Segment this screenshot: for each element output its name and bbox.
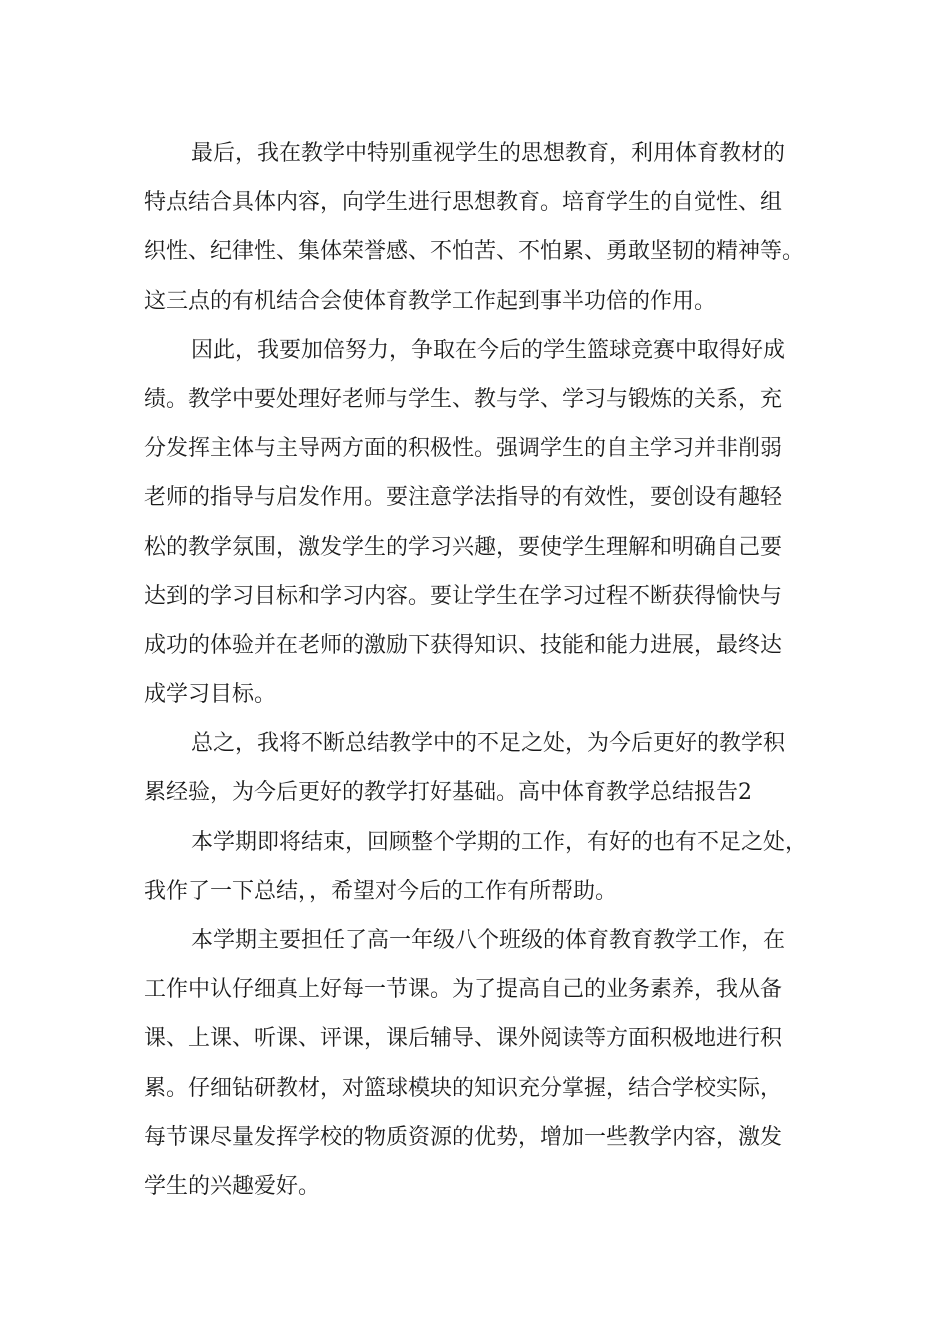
text-line: 最后，我在教学中特别重视学生的思想教育，利用体育教材的 bbox=[191, 141, 786, 166]
text-line: 松的教学氛围，激发学生的学习兴趣，要使学生理解和明确自己要 bbox=[144, 534, 783, 560]
text-line: 总之，我将不断总结教学中的不足之处，为今后更好的教学积 bbox=[191, 731, 786, 757]
text-line: 织性、纪律性、集体荣誉感、不怕苦、不怕累、勇敢坚韧的精神等。 bbox=[144, 239, 805, 265]
text-line: 本学期即将结束，回顾整个学期的工作，有好的也有不足之处， bbox=[191, 829, 808, 855]
text-line: 达到的学习目标和学习内容。要让学生在学习过程不断获得愉快与 bbox=[144, 583, 783, 609]
text-line: 学生的兴趣爱好。 bbox=[144, 1173, 321, 1199]
text-line: 这三点的有机结合会使体育教学工作起到事半功倍的作用。 bbox=[144, 288, 717, 314]
text-line: 成功的体验并在老师的激励下获得知识、技能和能力进展，最终达 bbox=[144, 632, 783, 658]
text-line: 成学习目标。 bbox=[144, 682, 277, 708]
text-line: 每节课尽量发挥学校的物质资源的优势，增加一些教学内容，激发 bbox=[144, 1124, 783, 1150]
text-line: 本学期主要担任了高一年级八个班级的体育教育教学工作，在 bbox=[191, 928, 786, 953]
text-line: 课、上课、听课、评课，课后辅导、课外阅读等方面积极地进行积 bbox=[144, 1026, 783, 1052]
text-line: 特点结合具体内容，向学生进行思想教育。培育学生的自觉性、组 bbox=[144, 190, 783, 216]
text-line: 工作中认仔细真上好每一节课。为了提高自己的业务素养，我从备 bbox=[144, 977, 783, 1003]
text-line: 分发挥主体与主导两方面的积极性。强调学生的自主学习并非削弱 bbox=[144, 436, 783, 462]
text-line: 我作了一下总结，，希望对今后的工作有所帮助。 bbox=[144, 878, 618, 904]
text-line: 老师的指导与启发作用。要注意学法指导的有效性，要创设有趣轻 bbox=[144, 485, 783, 511]
text-line: 绩。教学中要处理好老师与学生、教与学、学习与锻炼的关系，充 bbox=[144, 386, 783, 412]
text-line: 累。仔细钻研教材，对篮球模块的知识充分掌握，结合学校实际， bbox=[144, 1075, 783, 1101]
text-line: 因此，我要加倍努力，争取在今后的学生篮球竞赛中取得好成 bbox=[191, 337, 786, 363]
document-body bbox=[144, 129, 824, 1211]
text-line: 累经验，为今后更好的教学打好基础。高中体育教学总结报告2 bbox=[144, 780, 752, 806]
